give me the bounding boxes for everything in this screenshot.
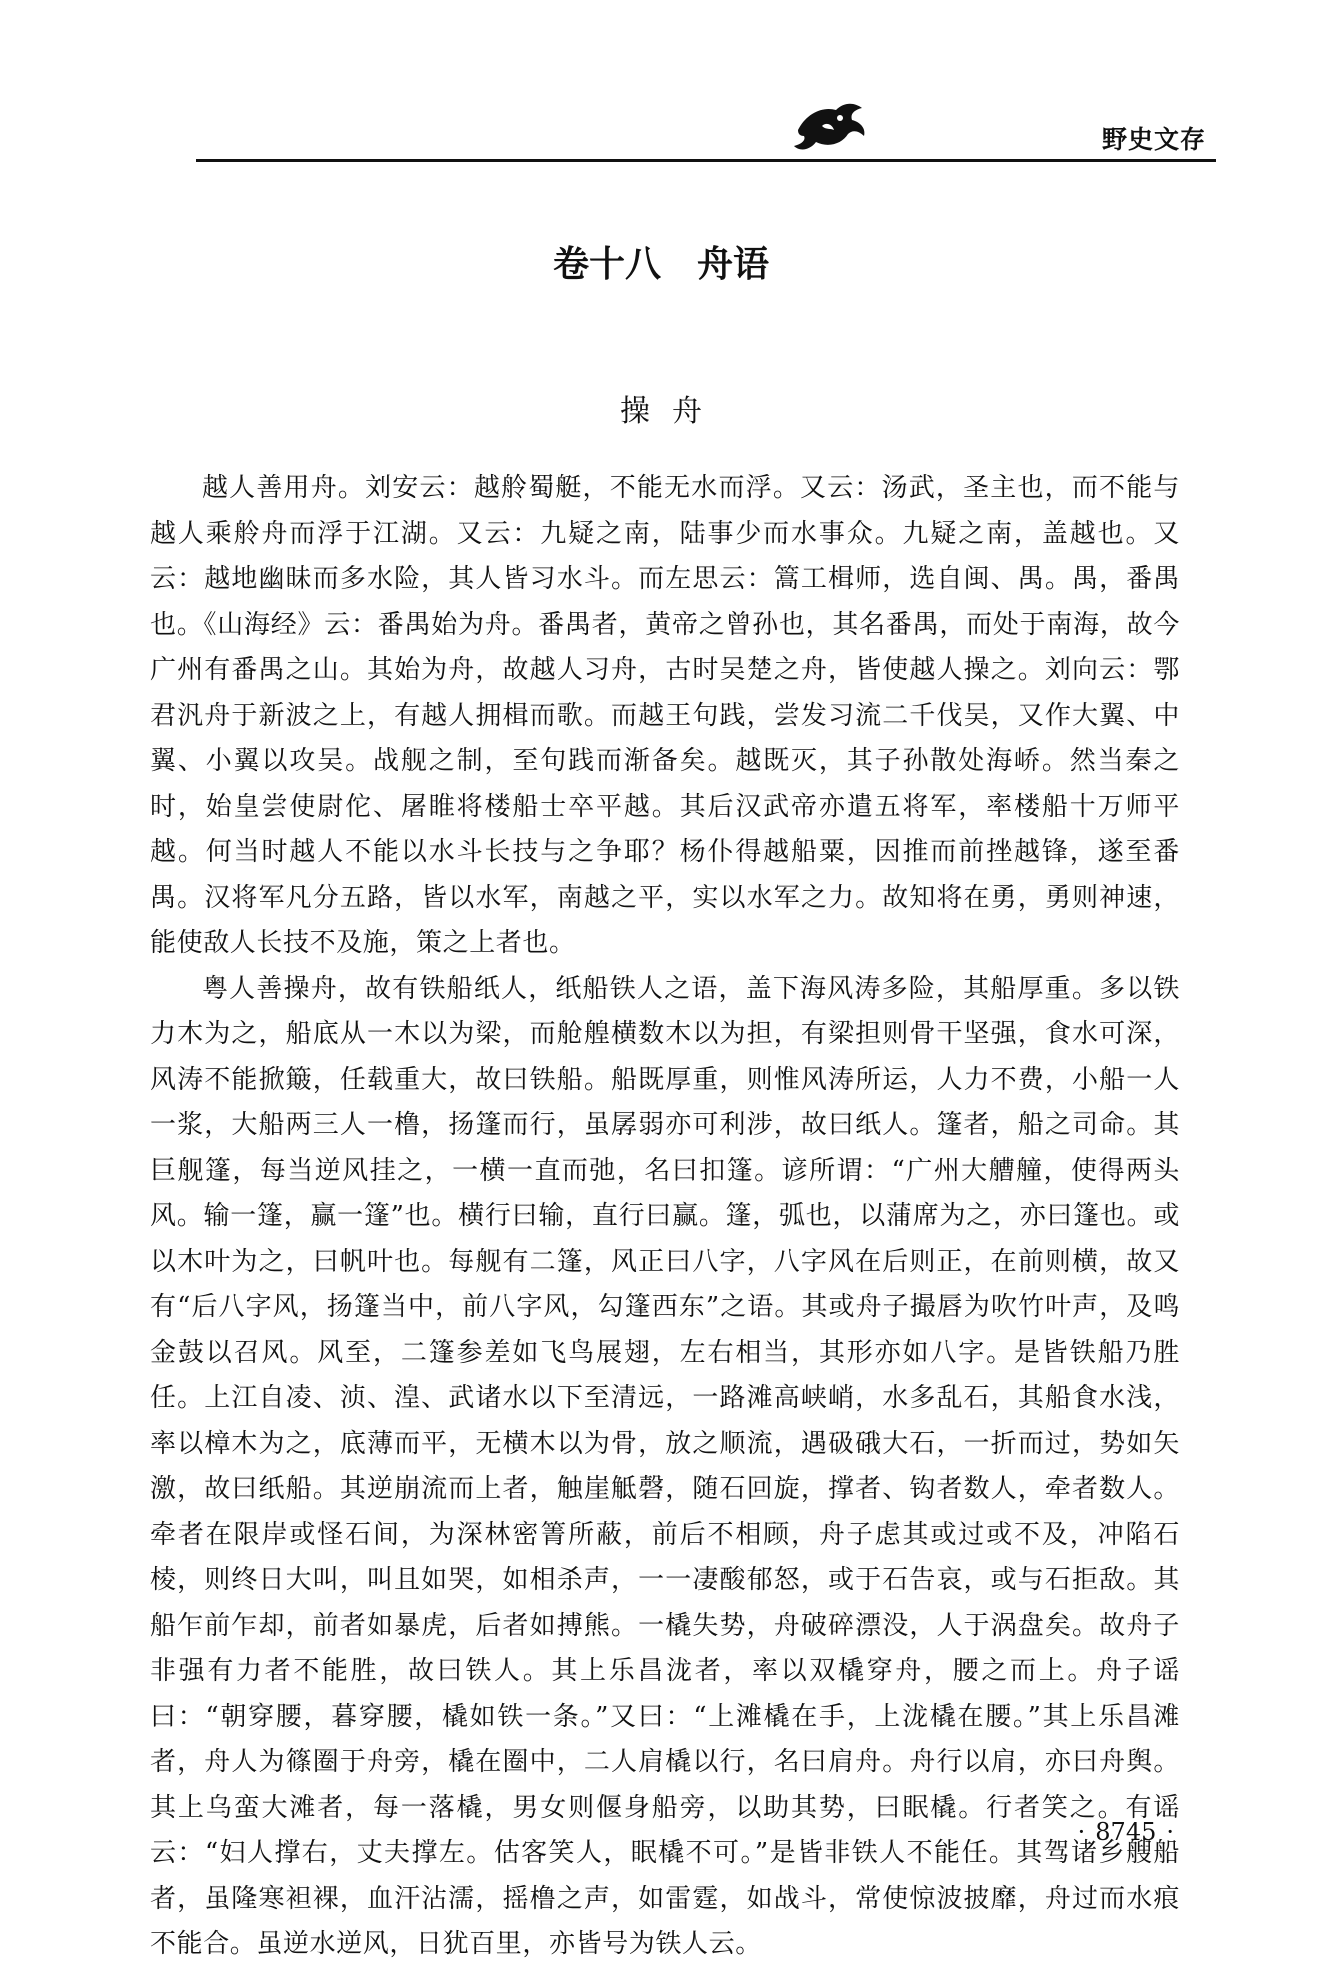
- dragon-emblem-icon: [792, 96, 870, 160]
- chapter-title: 卷十八 舟语: [552, 244, 769, 285]
- series-title: 野史文存: [1101, 125, 1206, 154]
- body-text: [150, 466, 1180, 1968]
- paragraph: 粤人善操舟，故有铁船纸人，纸船铁人之语，盖下海风涛多险，其船厚重。多以铁力木为之，船底从一木以为梁，而舱艎横数木以为担，有梁担则骨干坚强，食水可深，风涛不能掀簸，任载重大，故曰铁船。船既厚重，则惟风涛所运，人力不费，小船一人一浆，大船两三人一橹，扬篷而行，虽孱弱亦可利涉，故曰纸人。篷者，船之司命。其巨舰篷，每当逆风挂之，一横一直而弛，名曰扣篷。谚所谓：“广州大艚艟，使得两头风。输一篷，赢一篷”也。横行曰输，直行曰赢。篷，弧也，以蒲席为之，亦曰篷也。或以木叶为之，曰帆叶也。每舰有二篷，风正曰八字，八字风在后则正，在前则横，故又有“后八字风，扬篷当中，前八字风，勾篷西东”之语。其或舟子撮唇为吹竹叶声，及鸣金鼓以召风。风至，二篷参差如飞鸟展翅，左右相当，其形亦如八字。是皆铁船乃胜任。上江自凌、浈、湟、武诸水以下至清远，一路滩高峡峭，水多乱石，其船食水浅，率以樟木为之，底薄而平，无横木以为骨，放之顺流，遇砐硪大石，一折而过，势如矢激，故曰纸船。其逆崩流而上者，触崖觝磬，随石回旋，撑者、钩者数人，牵者数人。牵者在限岸或怪石间，为深林密箐所蔽，前后不相顾，舟子虑其或过或不及，冲陷石棱，则终日大叫，叫且如哭，如相杀声，一一凄酸郁怒，或于石告哀，或与石拒敌。其船乍前乍却，前者如暴虎，后者如搏熊。一橇失势，舟破碎漂没，人于涡盘矣。故舟子非强有力者不能胜，故曰铁人。其上乐昌泷者，率以双橇穿舟，腰之而上。舟子谣曰：“朝穿腰，暮穿腰，橇如铁一条。”又曰：“上滩橇在手，上泷橇在腰。”其上乐昌滩者，舟人为篠圈于舟旁，橇在圈中，二人肩橇以行，名曰肩舟。舟行以肩，亦曰舟舆。其上乌蛮大滩者，每一落橇，男女则偃身船旁，以助其势，曰眠橇。行者笑之。有谣云：“妇人撑右，丈夫撑左。估客笑人，眠橇不可。”是皆非铁人不能任。其驾诸乡艘船者，虽隆寒袒裸，血汗沾濡，摇橹之声，如雷霆，如战斗，常使惊波披靡，舟过而水痕不能合。虽逆水逆风，日犹百里，亦皆号为铁人云。: [150, 973, 1180, 1959]
- page-number-value: 8745: [1095, 1818, 1157, 1846]
- section-title: 操舟: [620, 394, 724, 429]
- header-rule: [196, 159, 1216, 162]
- page-number: · 8745 ·: [1077, 1818, 1174, 1846]
- paragraph: 越人善用舟。刘安云：越舲蜀艇，不能无水而浮。又云：汤武，圣主也，而不能与越人乘舲舟而浮于江湖。又云：九疑之南，陆事少而水事众。九疑之南，盖越也。又云：越地幽昧而多水险，其人皆习水斗。而左思云：篙工楫师，选自闽、禺。禺，番禺也。《山海经》云：番禺始为舟。番禺者，黄帝之曾孙也，其名番禺，而处于南海，故今广州有番禺之山。其始为舟，故越人习舟，古时吴楚之舟，皆使越人操之。刘向云：鄂君汎舟于新波之上，有越人拥楫而歌。而越王句践，尝发习流二千伐吴，又作大翼、中翼、小翼以攻吴。战舰之制，至句践而渐备矣。越既灭，其子孙散处海峤。然当秦之时，始皇尝使尉佗、屠睢将楼船士卒平越。其后汉武帝亦遣五将军，率楼船十万师平越。何当时越人不能以水斗长技与之争耶？杨仆得越船粟，因推而前挫越锋，遂至番禺。汉将军凡分五路，皆以水军，南越之平，实以水军之力。故知将在勇，勇则神速，能使敌人长技不及施，策之上者也。: [150, 473, 1180, 958]
- running-header: [196, 96, 1216, 166]
